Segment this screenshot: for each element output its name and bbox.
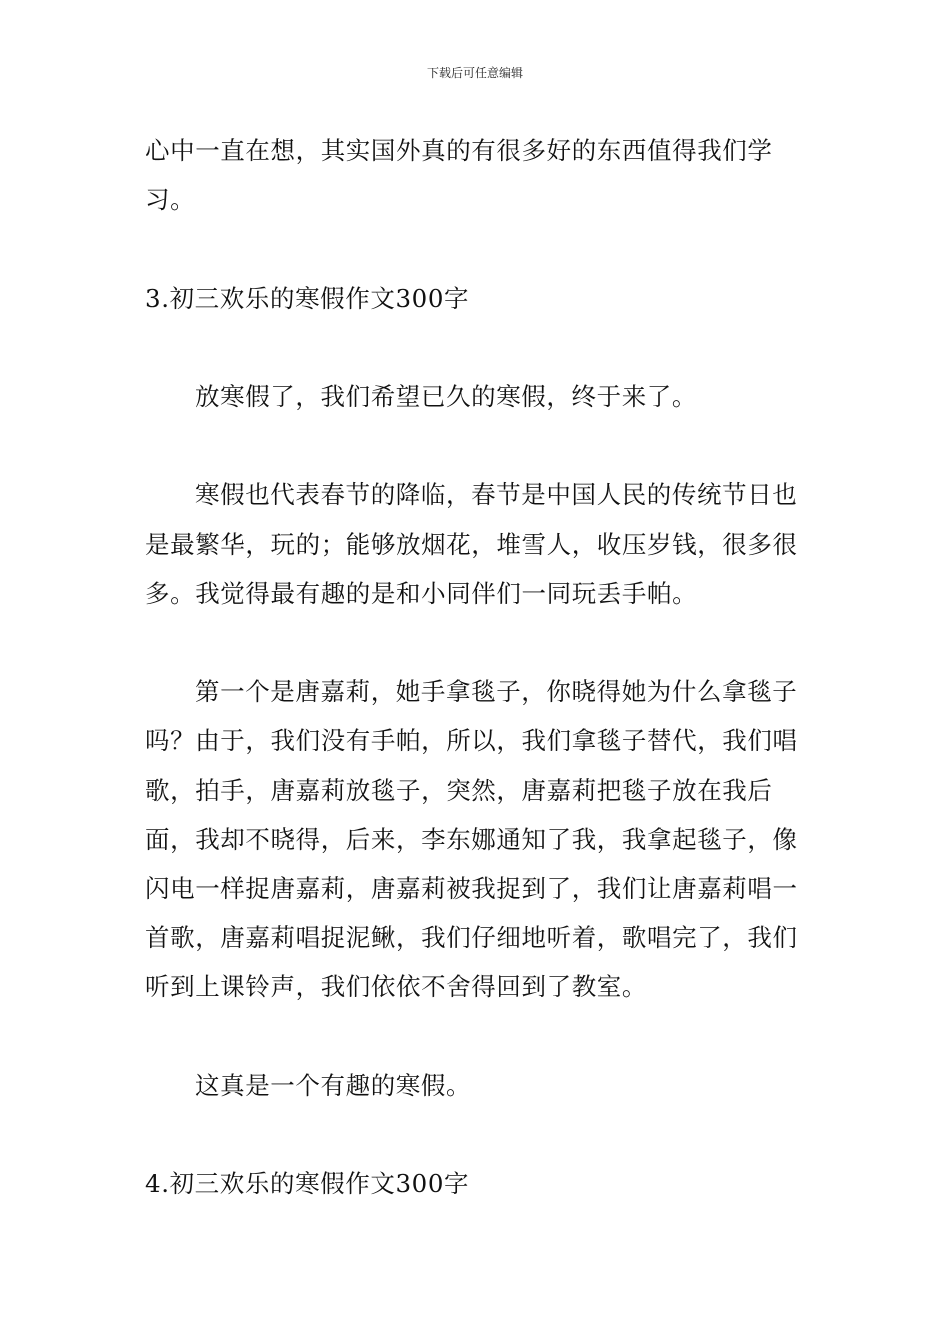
section-heading-3: 3.初三欢乐的寒假作文300字 <box>145 283 470 313</box>
paragraph-spacer <box>145 323 810 372</box>
document-body <box>145 126 810 1208</box>
paragraph-spacer <box>145 224 810 273</box>
paragraph-spacer <box>145 1012 810 1061</box>
paragraph-spacer <box>145 1110 810 1159</box>
page-header: 下载后可任意编辑 <box>426 66 523 80</box>
paragraph-spacer <box>145 421 810 470</box>
paragraph-intro-continuation: 心中一直在想，其实国外真的有很多好的东西值得我们学习。 <box>145 136 773 215</box>
paragraph-winter-break-start: 放寒假了，我们希望已久的寒假，终于来了。 <box>195 381 697 411</box>
paragraph-game-story: 第一个是唐嘉莉，她手拿毯子，你晓得她为什么拿毯子吗？由于，我们没有手帕，所以，我们拿毯子替代，我们唱歌，拍手，唐嘉莉放毯子，突然，唐嘉莉把毯子放在我后面，我却不晓得，后来，李东娜通知了我，我拿起毯子，像闪电一样捉唐嘉莉，唐嘉莉被我捉到了，我们让唐嘉莉唱一首歌，唐嘉莉唱捉泥鳅，我们仔细地听着，歌唱完了，我们听到上课铃声，我们依依不舍得回到了教室。 <box>145 677 798 1002</box>
paragraph-spacer <box>145 618 810 667</box>
section-heading-4: 4.初三欢乐的寒假作文300字 <box>145 1169 470 1199</box>
paragraph-conclusion: 这真是一个有趣的寒假。 <box>195 1070 472 1100</box>
paragraph-spring-festival: 寒假也代表春节的降临，春节是中国人民的传统节日也是最繁华，玩的；能够放烟花，堆雪人，收压岁钱，很多很多。我觉得最有趣的是和小同伴们一同玩丢手帕。 <box>145 480 798 608</box>
